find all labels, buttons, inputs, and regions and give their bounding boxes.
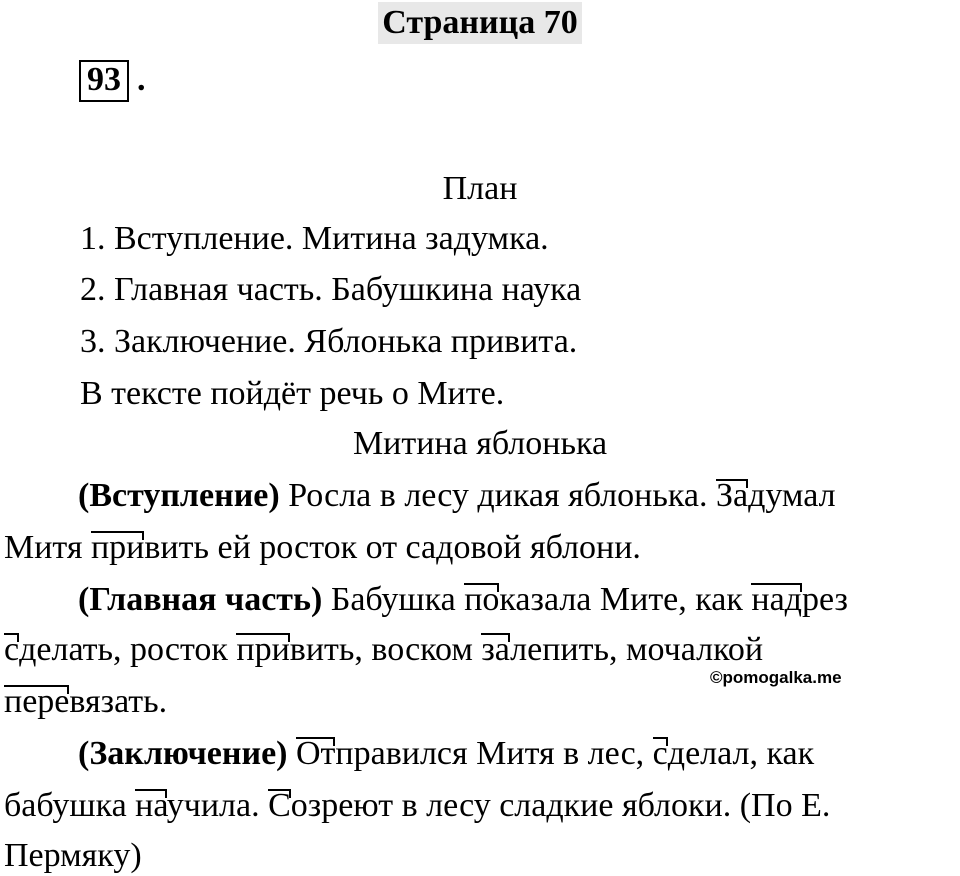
end-label: (Заключение) [78, 735, 288, 772]
text-fragment: вить, воском [289, 631, 482, 668]
prefix-mark: За [715, 477, 749, 514]
story-main-line-1 [78, 580, 848, 620]
text-fragment: вить ей росток от садовой яблони. [144, 529, 641, 566]
story-end-line-1 [78, 734, 814, 774]
prefix-mark: по [464, 581, 500, 618]
text-fragment: делал, как [667, 735, 815, 772]
text-fragment: бабушка [4, 787, 136, 824]
story-main-line-3 [4, 682, 167, 722]
page-title-text: Страница 70 [378, 2, 581, 44]
task-number-dot: . [137, 61, 146, 98]
text-fragment: делать, росток [19, 631, 237, 668]
plan-item-3: 3. Заключение. Яблонька привита. [80, 323, 578, 360]
prefix-mark: над [751, 581, 802, 618]
text-fragment: лепить, мочалкой [510, 631, 764, 668]
prefix-mark: при [236, 631, 290, 668]
text-fragment: учила. [166, 787, 269, 824]
story-intro-line-1 [78, 476, 836, 516]
watermark: ©pomogalka.me [710, 668, 842, 687]
task-number-box: 93 [79, 60, 129, 102]
intro-label: (Вступление) [78, 477, 280, 514]
prefix-mark: на [135, 787, 167, 824]
story-end-line-3 [4, 836, 142, 876]
prefix-mark: за [481, 631, 511, 668]
story-intro-line-2 [4, 528, 641, 568]
prefix-mark: пере [4, 683, 70, 720]
prefix-mark: С [268, 787, 291, 824]
text-fragment: Митя [4, 529, 91, 566]
prefix-mark: От [295, 735, 336, 772]
text-fragment: думал [748, 477, 836, 514]
plan-note: В тексте пойдёт речь о Мите. [80, 375, 505, 412]
plan-title: План [442, 170, 518, 207]
prefix-mark: при [90, 529, 145, 566]
text-fragment: рез [801, 581, 848, 618]
page-title [0, 2, 960, 44]
text-fragment: озреют в лесу сладкие яблоки. (По Е. [290, 787, 831, 824]
text-fragment: Росла в лесу дикая яблонька. [279, 477, 716, 514]
text-fragment: Бабушка [322, 581, 465, 618]
plan-item-2: 2. Главная часть. Бабушкина наука [80, 271, 582, 308]
prefix-mark: с [4, 631, 20, 668]
story-main-line-2 [4, 630, 763, 670]
text-fragment [287, 735, 296, 772]
text-fragment: казала Мите, как [499, 581, 752, 618]
story-end-line-2 [4, 786, 830, 826]
main-label: (Главная часть) [78, 581, 323, 618]
text-fragment: Пермяку) [4, 837, 142, 874]
prefix-mark: с [652, 735, 668, 772]
story-title: Митина яблонька [352, 425, 608, 462]
text-fragment: правился Митя в лес, [335, 735, 653, 772]
plan-item-1: 1. Вступление. Митина задумка. [80, 220, 549, 257]
text-fragment: вязать. [69, 683, 168, 720]
